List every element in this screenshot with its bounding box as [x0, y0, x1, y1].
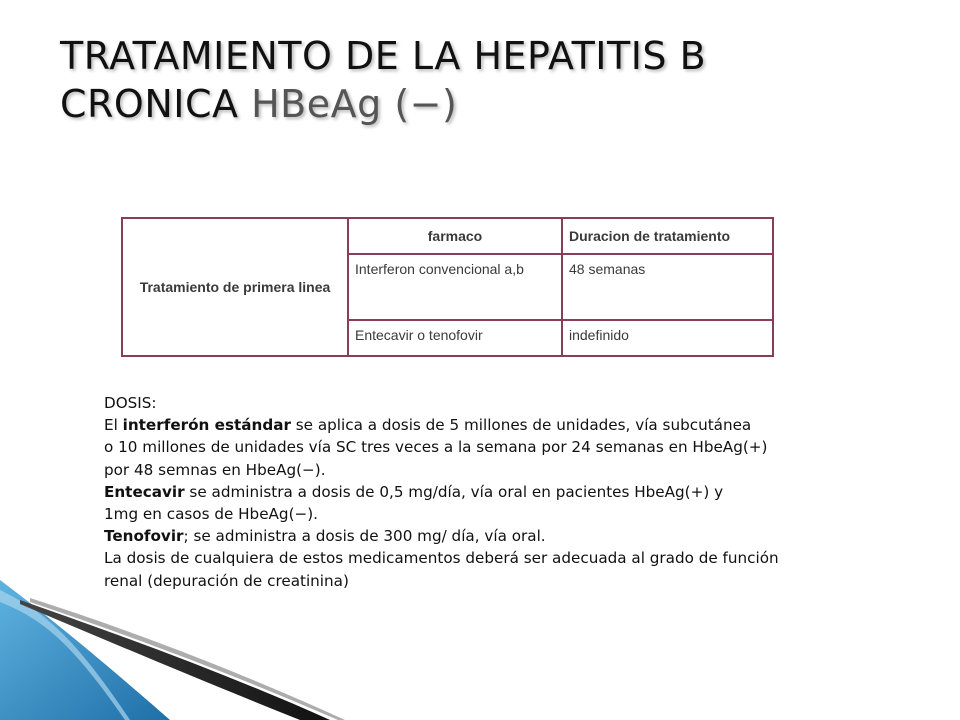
dosis-bold-term: Entecavir	[104, 482, 185, 501]
title-line-2	[60, 80, 940, 128]
dosis-line: o 10 millones de unidades vía SC tres veces a la semana por 24 semanas en HbeAg(+)	[104, 438, 768, 457]
table-col-header-farmaco: farmaco	[348, 218, 562, 254]
title-line-2-highlight: HBeAg (−)	[251, 82, 458, 126]
table-cell-farmaco: Entecavir o tenofovir	[348, 320, 562, 356]
title-line-2-main: CRONICA	[60, 82, 239, 126]
dosis-line: La dosis de cualquiera de estos medicamentos deberá ser adecuada al grado de función	[104, 549, 779, 568]
dosis-line: 1mg en casos de HbeAg(−).	[104, 505, 318, 524]
decorative-corner-swoosh	[0, 580, 360, 720]
table-cell-farmaco: Interferon convencional a,b	[348, 254, 562, 320]
dosis-line	[104, 481, 960, 503]
table-cell-duracion: indefinido	[562, 320, 773, 356]
dosis-bold-term: Tenofovir	[104, 527, 184, 546]
dosis-line	[104, 525, 960, 547]
dosis-line: por 48 semnas en HbeAg(−).	[104, 460, 326, 479]
slide-title	[60, 32, 940, 128]
dosis-text-run: se aplica a dosis de 5 millones de unidades, vía subcutánea	[290, 416, 752, 435]
table-cell-duracion: 48 semanas	[562, 254, 773, 320]
table-row-header: Tratamiento de primera linea	[122, 218, 348, 356]
dosis-bold-term: interferón estándar	[122, 416, 291, 435]
dosis-line	[104, 414, 960, 436]
dosis-text-run: ; se administra a dosis de 300 mg/ día, vía oral.	[183, 527, 546, 546]
dosis-text-run: El	[104, 416, 123, 435]
dosis-line: renal (depuración de creatinina)	[104, 571, 349, 590]
table-col-header-duracion: Duracion de tratamiento	[562, 218, 773, 254]
treatment-table	[121, 217, 774, 357]
dosis-text-run: se administra a dosis de 0,5 mg/día, vía oral en pacientes HbeAg(+) y	[184, 482, 724, 501]
title-line-1: TRATAMIENTO DE LA HEPATITIS B	[60, 34, 707, 78]
dosis-text	[104, 392, 960, 592]
dosis-heading: DOSIS:	[104, 394, 157, 412]
